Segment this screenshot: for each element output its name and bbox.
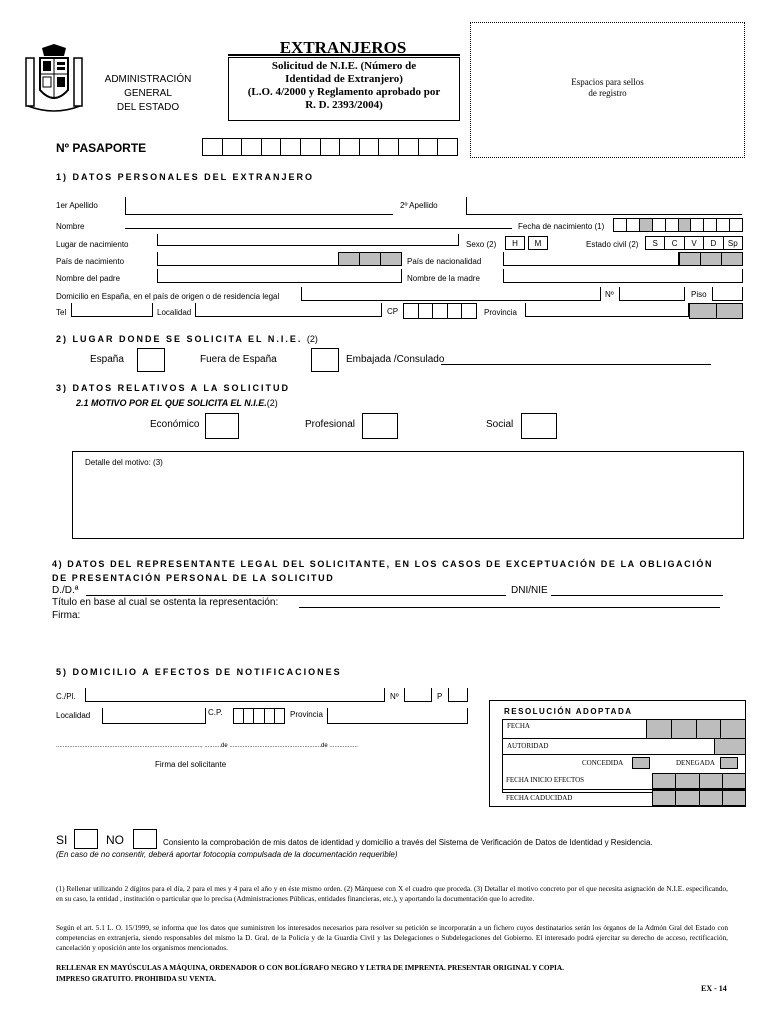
section5-heading: 5) DOMICILIO A EFECTOS DE NOTIFICACIONES	[56, 667, 342, 677]
provincia-field[interactable]	[525, 303, 689, 317]
notif-localidad-label: Localidad	[56, 711, 91, 720]
notif-p-label: P	[437, 692, 443, 701]
res-fecha-field[interactable]	[502, 719, 646, 739]
tel-label: Tel	[56, 308, 67, 317]
localidad-field[interactable]	[195, 303, 382, 317]
subtitle-line4: R. D. 2393/2004)	[305, 99, 383, 111]
cpl-field[interactable]	[85, 688, 385, 702]
fecha-nac-label: Fecha de nacimiento (1)	[518, 222, 605, 231]
form-code: EX - 14	[701, 984, 727, 993]
notif-provincia-label: Provincia	[290, 710, 323, 719]
detalle-label: Detalle del motivo: (3)	[85, 458, 163, 467]
consent-si-label: SI	[56, 833, 68, 847]
form-title: EXTRANJEROS	[279, 38, 407, 57]
rep-titulo-field[interactable]	[299, 607, 720, 608]
concedida-checkbox[interactable]	[632, 757, 650, 769]
nombre-label: Nombre	[56, 222, 85, 231]
domicilio-label: Domicilio en España, en el país de origen o de residencia legal	[56, 292, 280, 301]
nombre-madre-label: Nombre de la madre	[407, 274, 480, 283]
social-label: Social	[486, 419, 514, 430]
section2-heading-text: 2) LUGAR DONDE SE SOLICITA EL N.I.E.	[56, 334, 303, 344]
ec-sp-option[interactable]: Sp	[727, 239, 738, 248]
sexo-m-checkbox[interactable]	[528, 236, 548, 250]
estado-civil-label: Estado civil (2)	[586, 240, 639, 249]
cp-label: CP	[387, 307, 399, 316]
subtitle-line1: Solicitud de N.I.E. (Número de	[271, 60, 417, 72]
stamp-text2: de registro	[588, 88, 627, 98]
espana-label: España	[90, 354, 124, 365]
consent-si-checkbox[interactable]	[74, 829, 98, 849]
section2-heading	[56, 334, 318, 344]
consent-no-checkbox[interactable]	[133, 829, 157, 849]
embajada-field[interactable]	[441, 364, 711, 365]
nombre-padre-field[interactable]	[157, 269, 402, 283]
pais-nac-field[interactable]	[157, 252, 339, 266]
firma-solicitante-label: Firma del solicitante	[155, 760, 227, 769]
apellido1-field[interactable]	[125, 197, 393, 215]
nombre-madre-field[interactable]	[503, 269, 743, 283]
denegada-checkbox[interactable]	[720, 757, 738, 769]
res-caducidad-label: FECHA CADUCIDAD	[506, 794, 573, 802]
resolucion-title: RESOLUCIÓN ADOPTADA	[504, 707, 633, 716]
notif-localidad-field[interactable]	[102, 708, 206, 724]
espana-checkbox[interactable]	[137, 348, 165, 372]
rep-firma-label: Firma:	[52, 610, 81, 621]
fuera-label: Fuera de España	[200, 354, 277, 365]
notif-numero-field[interactable]	[404, 688, 432, 702]
domicilio-numero-label: Nº	[605, 290, 614, 299]
consent-no-label: NO	[106, 833, 124, 847]
rep-name-field[interactable]	[86, 595, 506, 596]
sexo-m-label: M	[534, 239, 542, 248]
economico-label: Económico	[150, 419, 200, 430]
tel-field[interactable]	[71, 303, 153, 317]
admin-line2: GENERAL	[124, 88, 172, 99]
profesional-checkbox[interactable]	[362, 413, 398, 439]
notif-numero-label: Nº	[390, 692, 399, 701]
lugar-nac-label: Lugar de nacimiento	[56, 240, 129, 249]
provincia-label: Provincia	[484, 308, 517, 317]
nombre-padre-label: Nombre del padre	[56, 274, 121, 283]
lugar-nac-field[interactable]	[157, 234, 459, 246]
cpl-label: C./Pl.	[56, 692, 76, 701]
sexo-label: Sexo (2)	[466, 240, 497, 249]
notif-cp-label: C.P.	[208, 708, 223, 717]
ec-s-option[interactable]: S	[646, 237, 665, 249]
subtitle-box	[228, 57, 460, 121]
section3-sub-text: 2.1 MOTIVO POR EL QUE SOLICITA EL N.I.E.	[76, 398, 267, 408]
consent-text: Consiento la comprobación de mis datos de identidad y domicilio a través del Sistema de Verificación de Datos de Identidad y Residencia.	[163, 838, 653, 847]
title-rule	[228, 54, 460, 56]
apellido2-field[interactable]	[466, 197, 742, 215]
pais-nacionalidad-field[interactable]	[503, 252, 679, 266]
profesional-label: Profesional	[305, 419, 356, 430]
piso-label: Piso	[691, 290, 707, 299]
notif-provincia-field[interactable]	[327, 708, 468, 724]
subtitle-line3: (L.O. 4/2000 y Reglamento aprobado por	[247, 86, 441, 98]
estado-civil-field[interactable]	[645, 236, 743, 250]
res-caducidad-cells[interactable]	[652, 790, 746, 806]
piso-field[interactable]	[712, 287, 743, 301]
section3-sub	[76, 398, 278, 408]
notif-p-field[interactable]	[448, 688, 468, 702]
res-denegada-label: DENEGADA	[676, 759, 715, 767]
subtitle-line2: Identidad de Extranjero)	[285, 73, 403, 85]
section3-sub-note: (2)	[266, 398, 278, 408]
res-inicio-cells[interactable]	[652, 773, 746, 789]
footer-instructions1: RELLENAR EN MAYÚSCULAS A MÁQUINA, ORDENADOR O CON BOLÍGRAFO NEGRO Y LETRA DE IMPRENTA. PRESENTAR ORIGINAL Y COPIA.	[56, 963, 564, 972]
rep-dni-label: DNI/NIE	[511, 585, 548, 596]
registry-stamp-area	[470, 22, 745, 158]
ec-d-option[interactable]: D	[704, 237, 723, 249]
economico-checkbox[interactable]	[205, 413, 239, 439]
fuera-checkbox[interactable]	[311, 348, 339, 372]
pais-nacionalidad-label: País de nacionalidad	[407, 257, 482, 266]
footer-notes1: (1) Rellenar utilizando 2 dígitos para el día, 2 para el mes y 4 para el año y en éste mismo orden. (2) Márquese con X el cuadro que proceda. (3) Detallar el motivo concreto por el que necesita asignación de N.I.E. especificando, en su caso, la entidad , institución o particular que lo precisa (Administraciones Públicas, entidades financieras, etc.), y aportando la documentación que lo acredite.	[56, 884, 728, 903]
fecha-nac-field[interactable]	[613, 218, 743, 232]
res-fecha-label: FECHA	[507, 722, 530, 730]
domicilio-field[interactable]	[301, 287, 601, 301]
res-autoridad-label: AUTORIDAD	[507, 742, 549, 750]
footer-notes2: Según el art. 5.1 L. O. 15/1999, se informa que los datos que suministren los interesados necesarios para resolver su petición se incorporarán a un fichero cuyos destinatarios serán los órganos de la Admón Gral del Estado con competencias en extranjería, siendo responsables del mismo la D. Gral. de la Policía y de la Guardia Civil y las Delegaciones o Subdelegaciones del Gobierno. El interesado podrá ejercitar su derecho de acceso, rectificación, cancelación y oposición ante los organismos mencionados.	[56, 923, 728, 952]
section4-heading1: 4) DATOS DEL REPRESENTANTE LEGAL DEL SOLICITANTE, EN LOS CASOS DE EXCEPTUACIÓN DE LA OBLIGACIÓN	[52, 559, 714, 569]
domicilio-numero-field[interactable]	[619, 287, 685, 301]
rep-dni-field[interactable]	[551, 595, 723, 596]
passport-number-field[interactable]	[202, 138, 458, 156]
detalle-motivo-textarea[interactable]	[72, 451, 744, 539]
apellido2-label: 2º Apellido	[400, 201, 438, 210]
passport-label: Nº PASAPORTE	[56, 141, 147, 155]
admin-label	[88, 73, 208, 115]
sexo-h-label: H	[512, 239, 518, 248]
res-autoridad-field[interactable]	[502, 739, 714, 755]
footer-instructions2: IMPRESO GRATUITO. PROHIBIDA SU VENTA.	[56, 974, 217, 983]
localidad-label: Localidad	[157, 308, 192, 317]
embajada-label: Embajada /Consulado	[346, 354, 445, 365]
ec-c-option[interactable]: C	[665, 237, 684, 249]
date-line[interactable]: ......................................................................................., ..........de .......................................................de .................	[56, 743, 358, 749]
section2-note: (2)	[306, 334, 318, 344]
ec-v-option[interactable]: V	[685, 237, 704, 249]
sexo-h-checkbox[interactable]	[505, 236, 525, 250]
section1-heading: 1) DATOS PERSONALES DEL EXTRANJERO	[56, 172, 315, 182]
pais-nac-label: País de nacimiento	[56, 257, 125, 266]
pais-nacionalidad-code[interactable]	[679, 252, 743, 266]
rep-name-label: D./D.ª	[52, 585, 79, 596]
res-inicio-label: FECHA INICIO EFECTOS	[506, 776, 585, 784]
res-concedida-label: CONCEDIDA	[582, 759, 624, 767]
admin-line1: ADMINISTRACIÓN	[104, 74, 192, 85]
admin-line3: DEL ESTADO	[116, 102, 180, 113]
res-autoridad-cells	[714, 739, 746, 755]
cp-field[interactable]	[403, 303, 477, 319]
pais-nac-code[interactable]	[338, 252, 402, 266]
apellido1-label: 1er Apellido	[56, 201, 98, 210]
coat-of-arms-icon	[24, 44, 84, 116]
provincia-code[interactable]	[689, 303, 743, 319]
notif-cp-field[interactable]	[233, 708, 285, 724]
resolucion-box	[489, 700, 746, 807]
section4-heading2: DE PRESENTACIÓN PERSONAL DE LA SOLICITUD	[52, 573, 335, 583]
consent-note: (En caso de no consentir, deberá aportar fotocopia compulsada de la documentación requerible)	[56, 850, 398, 859]
rep-titulo-label: Título en base al cual se ostenta la representación:	[52, 597, 279, 608]
social-checkbox[interactable]	[521, 413, 557, 439]
nombre-field[interactable]	[125, 228, 512, 229]
section3-heading: 3) DATOS RELATIVOS A LA SOLICITUD	[56, 383, 291, 393]
res-fecha-cells	[646, 719, 746, 739]
stamp-text1: Espacios para sellos	[571, 77, 644, 87]
